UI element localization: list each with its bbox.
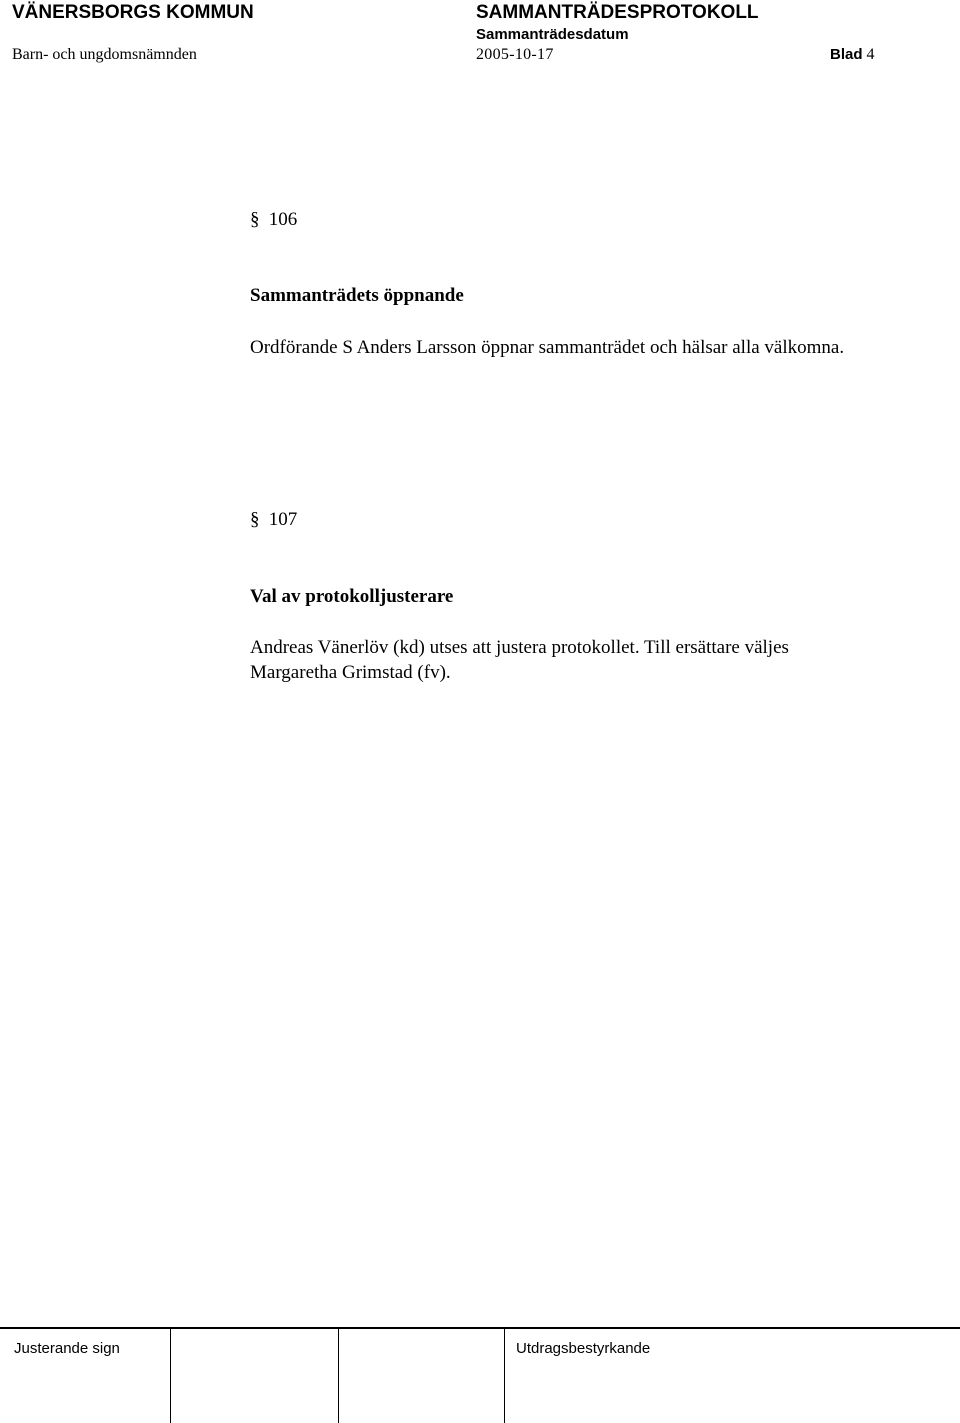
section-title: Val av protokolljusterare (250, 586, 454, 607)
document-type: SAMMANTRÄDESPROTOKOLL (476, 2, 759, 23)
page-number: 4 (866, 46, 875, 63)
page-indicator (830, 46, 875, 64)
extract-certification-label: Utdragsbestyrkande (516, 1340, 651, 1357)
section-number (250, 509, 297, 531)
section-symbol: § (250, 509, 260, 530)
section-number-value: 107 (268, 509, 298, 530)
section-body: Andreas Vänerlöv (kd) utses att justera protokollet. Till ersättare väljes Margaretha Grimstad (fv). (250, 637, 789, 683)
section-title: Sammanträdets öppnande (250, 285, 464, 306)
section-number (250, 209, 297, 231)
section-body: Ordförande S Anders Larsson öppnar sammanträdet och hälsar alla välkomna. (250, 337, 845, 358)
municipality-name: VÄNERSBORGS KOMMUN (12, 2, 254, 23)
signature-cell (170, 1329, 339, 1423)
signature-cell (338, 1329, 505, 1423)
section-number-value: 106 (268, 209, 298, 230)
page-label: Blad (830, 46, 863, 63)
section-symbol: § (250, 209, 260, 230)
signature-footer (0, 1327, 960, 1423)
meeting-date-label: Sammanträdesdatum (476, 26, 629, 43)
committee-name: Barn- och ungdomsnämnden (12, 46, 197, 63)
meeting-date-value: 2005-10-17 (476, 46, 554, 63)
signature-label: Justerande sign (14, 1340, 120, 1357)
